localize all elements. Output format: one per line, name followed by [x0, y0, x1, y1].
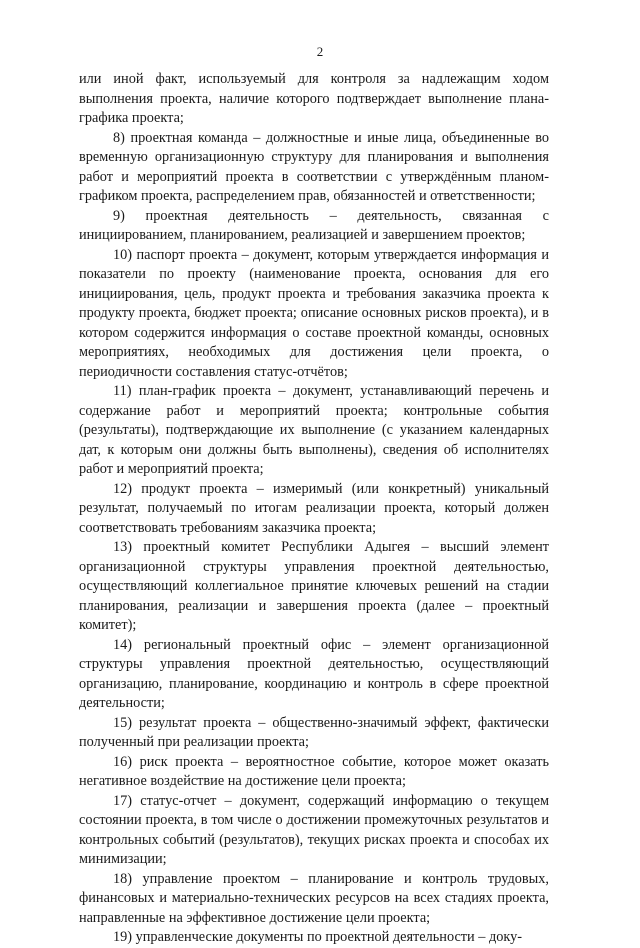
document-body: [79, 70, 549, 948]
paragraph-definition-11: 11) план-график проекта – документ, устанавливающий перечень и содержание работ и мероприятий проекта; контрольные события (результаты), подтверждающие их выполнение (с указанием календарных дат, к которым они должны быть выполнены), сведения об исполнителях работ и мероприятий проекта;: [79, 383, 549, 477]
paragraph-continuation: или иной факт, используемый для контроля за надлежащим ходом выполнения проекта, наличие которого подтверждает выполнение плана-графика проекта;: [79, 71, 549, 126]
paragraph-definition-10: 10) паспорт проекта – документ, которым утверждается информация и показатели по проекту (наименование проекта, основания для его инициирования, цель, продукт проекта и требования заказчика проекта к продукту проекта, бюджет проекта; описание основных рисков проекта), и в котором содержится информация о составе проектной команды, основных мероприятиях, необходимых для достижения цели проекта, о периодичности составления статус-отчётов;: [79, 246, 549, 380]
paragraph-definition-13: 13) проектный комитет Республики Адыгея – высший элемент организационной структуры управления проектной деятельностью, осуществляющий коллегиальное принятие ключевых решений на стадии планирования, реализации и завершения проекта (далее – проектный комитет);: [79, 539, 549, 633]
paragraph-definition-14: 14) региональный проектный офис – элемент организационной структуры управления проектной деятельностью, осуществляющий организацию, планирование, координацию и контроль в сфере проектной деятельности;: [79, 636, 549, 711]
paragraph-definition-18: 18) управление проектом – планирование и контроль трудовых, финансовых и материально-технических ресурсов на всех стадиях проекта, направленные на эффективное достижение цели проекта;: [79, 870, 549, 926]
paragraph-definition-8: 8) проектная команда – должностные и иные лица, объединенные во временную организационную структуру для планирования и выполнения работ и мероприятий проекта в соответствии с утверждённым планом-графиком проекта, распределением прав, обязанностей и ответственности;: [79, 129, 549, 204]
page-number: 2: [316, 44, 324, 59]
paragraph-definition-9: 9) проектная деятельность – деятельность, связанная с инициированием, планированием, реализацией и завершением проектов;: [79, 207, 549, 243]
paragraph-definition-16: 16) риск проекта – вероятностное событие, которое может оказать негативное воздействие на достижение цели проекта;: [79, 753, 549, 789]
paragraph-definition-15: 15) результат проекта – общественно-значимый эффект, фактически полученный при реализации проекта;: [79, 714, 549, 750]
paragraph-definition-12: 12) продукт проекта – измеримый (или конкретный) уникальный результат, получаемый по итогам реализации проекта, который должен соответствовать требованиям заказчика проекта;: [79, 480, 549, 536]
paragraph-definition-17: 17) статус-отчет – документ, содержащий информацию о текущем состоянии проекта, в том числе о достижении промежуточных результатов и контрольных событий (результатов), текущих рисках проекта и способах их минимизации;: [79, 792, 549, 867]
paragraph-definition-19: 19) управленческие документы по проектной деятельности – доку-: [113, 929, 523, 945]
